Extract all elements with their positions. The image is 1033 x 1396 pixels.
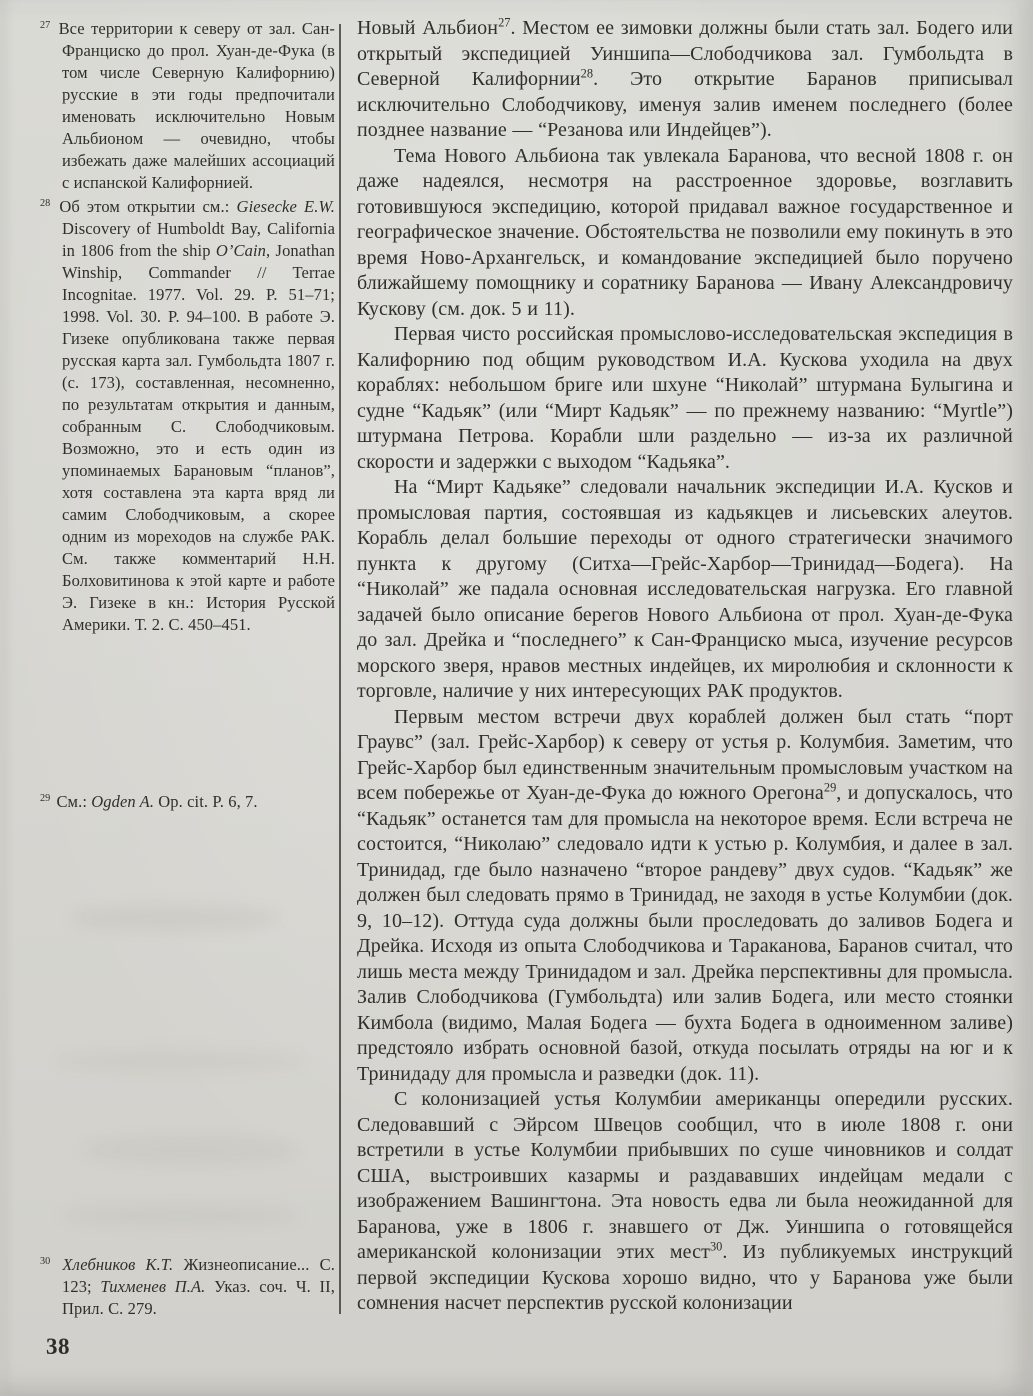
footnote-block (40, 791, 335, 815)
footnote-block (40, 18, 335, 638)
footnote-column (40, 0, 335, 1396)
footnote-marker: 30 (40, 1255, 51, 1267)
column-divider-rule (339, 24, 341, 1314)
paragraph: На “Мирт Кадьяке” следовали начальник экспедиции И.А. Кусков и промысловая партия, состоявшая из кадьякцев и лисьевских алеутов. Корабль делал большие переходы от одного стратегически значимого пункта к другому (Ситха—Грейс-Харбор—Тринидад—Бодега). На “Николай” же падала основная исследовательская нагрузка. Его главной задачей было описание берегов Нового Альбиона от прол. Хуан-де-Фука до зал. Дрейка и “последнего” к Сан-Франциско мыса, изучение ресурсов морского зверя, нравов местных индейцев, их миролюбия и склонности к торговле, наличие у них интересующих РАК продуктов. (357, 476, 1013, 702)
footnote-27: $^{27}$ Все территории к северу от зал. Сан-Франциско до прол. Хуан-де-Фука (в том числе Северную Калифорнию) русские в эти годы предпочитали именовать исключительно Новым Альбионом — очевидно, чтобы избежать даже малейших ассоциаций с испанской Калифорнией. (40, 19, 335, 192)
paragraph: Первым местом встречи двух кораблей должен был стать “порт Граувс” (зал. Грейс-Харбор) к северу от устья р. Колумбия. Заметим, что Грейс-Харбор был единственным значительным промысловым участком на всем побережье от Хуан-де-Фука до южного Орегона$^{29}$, и допускалось, что “Кадьяк” останется там для промысла на некоторое время. Если встреча не состоится, “Николаю” следовало идти к устью р. Колумбия, и далее в зал. Тринидад, где было назначено “второе рандеву” двух судов. “Кадьяк” же должен был следовать прямо в Тринидад, не заходя в устье Колумбии (док. 9, 10–12). Оттуда суда должны были проследовать до заливов Бодега и Дрейка. Исходя из опыта Слободчикова и Тараканова, Баранов считал, что лишь места между Тринидадом и зал. Дрейка перспективны для промысла. Залив Слободчикова (Гумбольдта) или залив Бодега, или место стоянки Кимбола (видимо, Малая Бодега — бухта Бодега в одноименном заливе) предстояло избрать основной базой, откуда посылать отряды на юг и к Тринидаду для промысла и разведки (док. 11). (357, 705, 1013, 1085)
footnote-30: $^{30}$ Хлебников К.Т. Жизнеописание... С. 123; Тихменев П.А. Указ. соч. Ч. II, Прил. С. 279. (40, 1255, 335, 1318)
page-number: 38 (46, 1334, 70, 1359)
paragraph: Тема Нового Альбиона так увлекала Баранова, что весной 1808 г. он даже надеялся, несмотря на расстроенное здоровье, возглавить готовившуюся экспедицию, которой придавал важное государственное и географическое значение. Обстоятельства не позволили ему покинуть в это время Ново-Архангельск, и командование экспедицией было поручено ближайшему помощнику и соратнику Баранова — Ивану Александровичу Кускову (см. док. 5 и 11). (357, 144, 1013, 320)
paragraph: С колонизацией устья Колумбии американцы опередили русских. Следовавший с Эйрсом Швецов сообщил, что в июле 1808 г. они встретили в устье Колумбии прибывших по суше чиновников и солдат США, выстроивших казармы и раздававших индейцам медали с изображением Вашингтона. Эта новость едва ли была неожиданной для Баранова, уже в 1806 г. знавшего от Дж. Уиншипа о готовящейся американской колонизации этих мест$^{30}$. Из публикуемых инструкций первой экспедиции Кускова хорошо видно, что у Баранова уже были сомнения насчет перспектив русской колонизации (357, 1088, 1013, 1314)
paragraph: Первая чисто российская промыслово-исследовательская экспедиция в Калифорнию под общим руководством И.А. Кускова уходила на двух кораблях: небольшом бриге или шхуне “Николай” штурмана Булыгина и судне “Кадьяк” (или “Мирт Кадьяк” — по прежнему названию: “Myrtle”) штурмана Петрова. Корабли шли раздельно — из-за их различной скорости и задержки с выходом “Кадьяка”. (357, 323, 1013, 473)
paragraph: Новый Альбион$^{27}$. Местом ее зимовки должны были стать зал. Бодего или открытый экспедицией Уиншипа—Слободчикова зал. Гумбольдта в Северной Калифорнии$^{28}$. Это открытие Баранов приписывал исключительно Слободчикову, именуя залив именем последнего (более позднее название — “Резанова или Индейцев”). (357, 15, 1013, 141)
footnote-block (40, 1254, 335, 1322)
footnote-29: $^{29}$ См.: Ogden A. Op. cit. P. 6, 7. (40, 792, 258, 811)
footnote-marker: 28 (40, 197, 51, 209)
footnote-28: $^{28}$ Об этом открытии см.: Giesecke E.W. Discovery of Humboldt Bay, California in 1806 from the ship O’Cain, Jonathan Winship, Commander // Terrae Incognitae. 1977. Vol. 29. P. 51–71; 1998. Vol. 30. P. 94–100. В работе Э. Гизеке опубликована также первая русская карта зал. Гумбольдта 1807 г. (с. 173), составленная, несомненно, по результатам открытия и данным, собранным С. Слободчиковым. Возможно, это и есть один из упоминаемых Барановым “планов”, хотя составлена эта карта вряд ли самим Слободчиковым, а скорее одним из мореходов на службе РАК. См. также комментарий Н.Н. Болховитинова к этой карте и работе Э. Гизеке в кн.: История Русской Америки. Т. 2. С. 450–451. (40, 197, 336, 634)
footnote-marker: 29 (40, 792, 51, 804)
footnote-marker: 27 (40, 19, 51, 31)
main-text-column (357, 16, 1013, 1317)
